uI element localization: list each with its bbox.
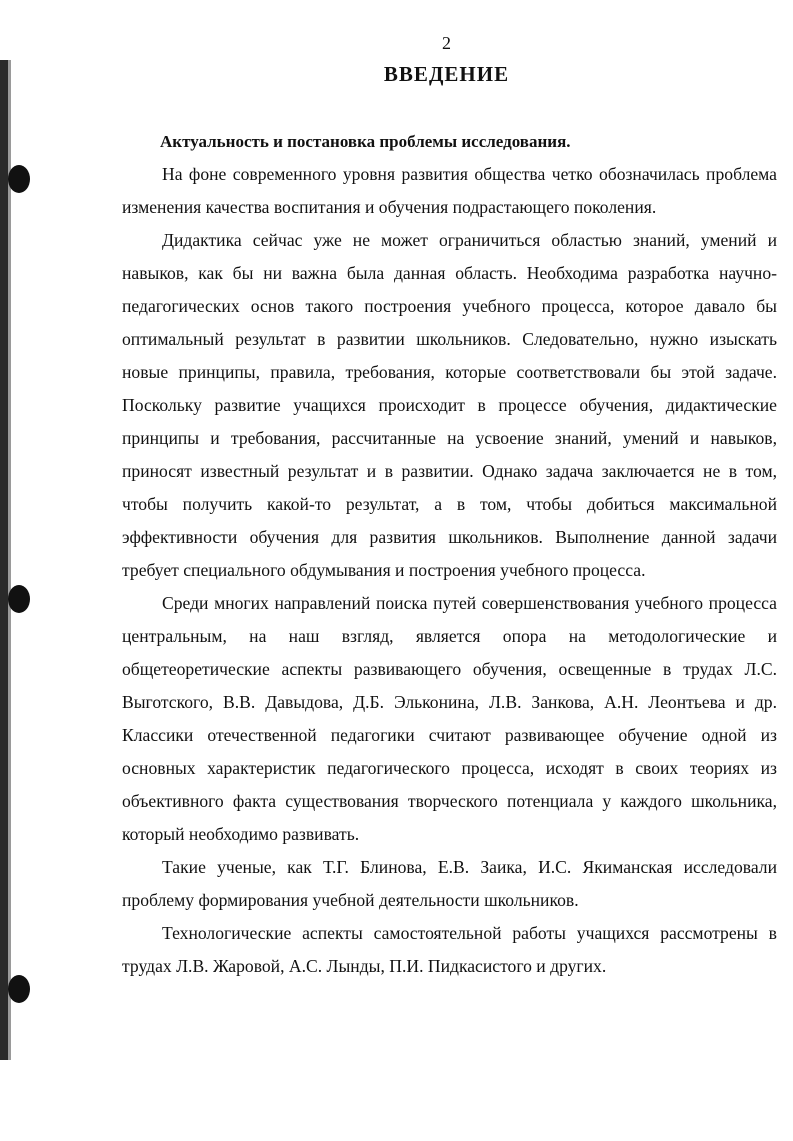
page-title: ВВЕДЕНИЕ (383, 62, 510, 86)
punch-hole (8, 585, 30, 613)
paragraph: Дидактика сейчас уже не может ограничиться областью знаний, умений и навыков, как бы ни важна была данная область. Необходима разработка научно-педагогических основ такого построения учебного процесса, которое давало бы оптимальный результат в развитии школьников. Следовательно, нужно изыскать новые принципы, правила, требования, которые соответствовали бы этой задаче. Поскольку развитие учащихся происходит в процессе обучения, дидактические принципы и требования, рассчитанные на усвоение знаний, умений и навыков, приносят известный результат и в развитии. Однако задача заключается не в том, чтобы получить какой-то результат, а в том, чтобы добиться максимальной эффективности обучения для развития школьников. Выполнение данной задачи требует специального обдумывания и построения учебного процесса. (122, 230, 777, 580)
paragraph: Технологические аспекты самостоятельной работы учащихся рассмотрены в трудах Л.В. Жаровой, А.С. Лынды, П.И. Пидкасистого и других. (122, 923, 777, 976)
paragraph: Такие ученые, как Т.Г. Блинова, Е.В. Заика, И.С. Якиманская исследовали проблему формирования учебной деятельности школьников. (122, 857, 777, 910)
binding-edge (0, 60, 8, 1060)
page-number: 2 (442, 33, 451, 53)
paragraph: Среди многих направлений поиска путей совершенствования учебного процесса центральным, на наш взгляд, является опора на методологические и общетеоретические аспекты развивающего обучения, освещенные в трудах Л.С. Выготского, В.В. Давыдова, Д.Б. Эльконина, Л.В. Занкова, А.Н. Леонтьева и др. Классики отечественной педагогики считают развивающее обучение одной из основных характеристик педагогического процесса, исходят в своих теориях из объективного факта существования творческого потенциала у каждого школьника, который необходимо развивать. (122, 593, 777, 844)
paragraph: На фоне современного уровня развития общества четко обозначилась проблема изменения качества воспитания и обучения подрастающего поколения. (122, 164, 777, 217)
punch-hole (8, 975, 30, 1003)
body-text (122, 125, 777, 983)
binding-edge-shadow (8, 60, 11, 1060)
section-subheading: Актуальность и постановка проблемы исследования. (160, 132, 571, 151)
punch-hole (8, 165, 30, 193)
